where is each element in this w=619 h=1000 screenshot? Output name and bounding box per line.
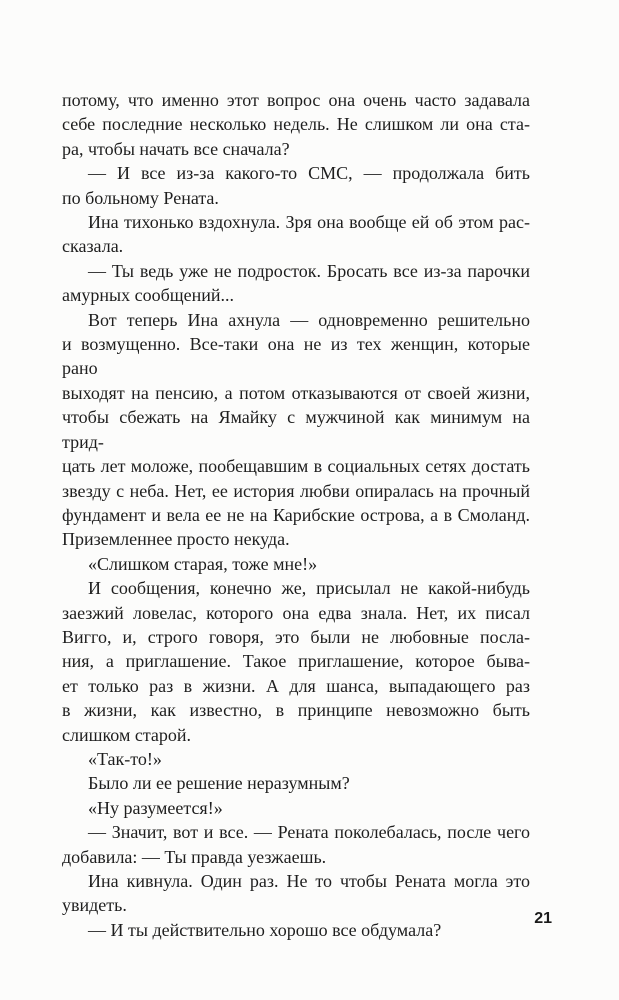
text-line: Ина кивнула. Один раз. Не то чтобы Рената могла это <box>88 871 530 891</box>
paragraph <box>62 820 530 869</box>
text-line: добавила: — Ты правда уезжаешь. <box>62 846 327 867</box>
text-line: в жизни, как известно, в принципе невозможно быть <box>62 700 530 721</box>
text-line: выходят на пенсию, а потом отказываются от своей жизни, <box>62 382 530 403</box>
text-line: ет только раз в жизни. А для шанса, выпадающего раз <box>62 675 530 696</box>
text-line: — Ты ведь уже не подросток. Бросать все из-за парочки <box>88 260 530 281</box>
text-line: увидеть. <box>62 895 127 916</box>
paragraph <box>62 161 530 210</box>
text-line: чтобы сбежать на Ямайку с мужчиной как минимум на трид- <box>62 407 530 452</box>
paragraph <box>62 869 530 918</box>
text-line: — И ты действительно хорошо все обдумала? <box>88 919 442 940</box>
text-line: себе последние несколько недель. Не слишком ли она ста- <box>62 114 530 135</box>
text-line: «Ну разумеется!» <box>88 797 223 818</box>
text-line: Ина тихонько вздохнула. Зря она вообще ей об этом рас- <box>88 212 530 233</box>
text-line: заезжий ловелас, которого она едва знала. Нет, их писал <box>62 602 530 623</box>
text-line: «Так-то!» <box>88 748 162 769</box>
paragraph <box>62 552 530 576</box>
text-line: фундамент и вела ее не на Карибские острова, а в Смоланд. <box>62 504 530 525</box>
text-line: и возмущенно. Все-таки она не из тех женщин, которые рано <box>62 334 530 379</box>
text-line: цать лет моложе, пообещавшим в социальных сетях достать <box>62 456 530 477</box>
paragraph <box>62 88 530 161</box>
text-line: «Слишком старая, тоже мне!» <box>88 553 318 574</box>
text-line: по больному Рената. <box>62 187 219 208</box>
text-line: — Значит, вот и все. — Рената поколебалась, после чего <box>88 822 530 843</box>
page-text <box>62 88 530 942</box>
paragraph <box>62 576 530 747</box>
text-line: И сообщения, конечно же, присылал не какой-нибудь <box>88 578 530 599</box>
page-number: 21 <box>534 910 552 927</box>
text-line: Было ли ее решение неразумным? <box>88 773 350 794</box>
paragraph <box>62 796 530 820</box>
text-line: звезду с неба. Нет, ее история любви опиралась на прочный <box>62 480 530 501</box>
text-line: Приземленнее просто некуда. <box>62 529 290 550</box>
paragraph <box>62 308 530 552</box>
text-line: ра, чтобы начать все сначала? <box>62 138 290 159</box>
text-line: Вигго, и, строго говоря, это были не любовные посла- <box>62 626 530 647</box>
text-line: сказала. <box>62 236 124 257</box>
text-line: потому, что именно этот вопрос она очень часто задавала <box>62 90 530 110</box>
text-line: ния, а приглашение. Такое приглашение, которое быва- <box>62 651 530 672</box>
text-line: Вот теперь Ина ахнула — одновременно решительно <box>88 309 530 330</box>
text-line: амурных сообщений... <box>62 285 235 306</box>
paragraph <box>62 259 530 308</box>
text-line: слишком старой. <box>62 724 192 745</box>
paragraph <box>62 747 530 771</box>
paragraph <box>62 210 530 259</box>
paragraph <box>62 771 530 795</box>
paragraph <box>62 918 530 942</box>
text-line: — И все из-за какого-то СМС, — продолжала бить <box>88 163 530 184</box>
